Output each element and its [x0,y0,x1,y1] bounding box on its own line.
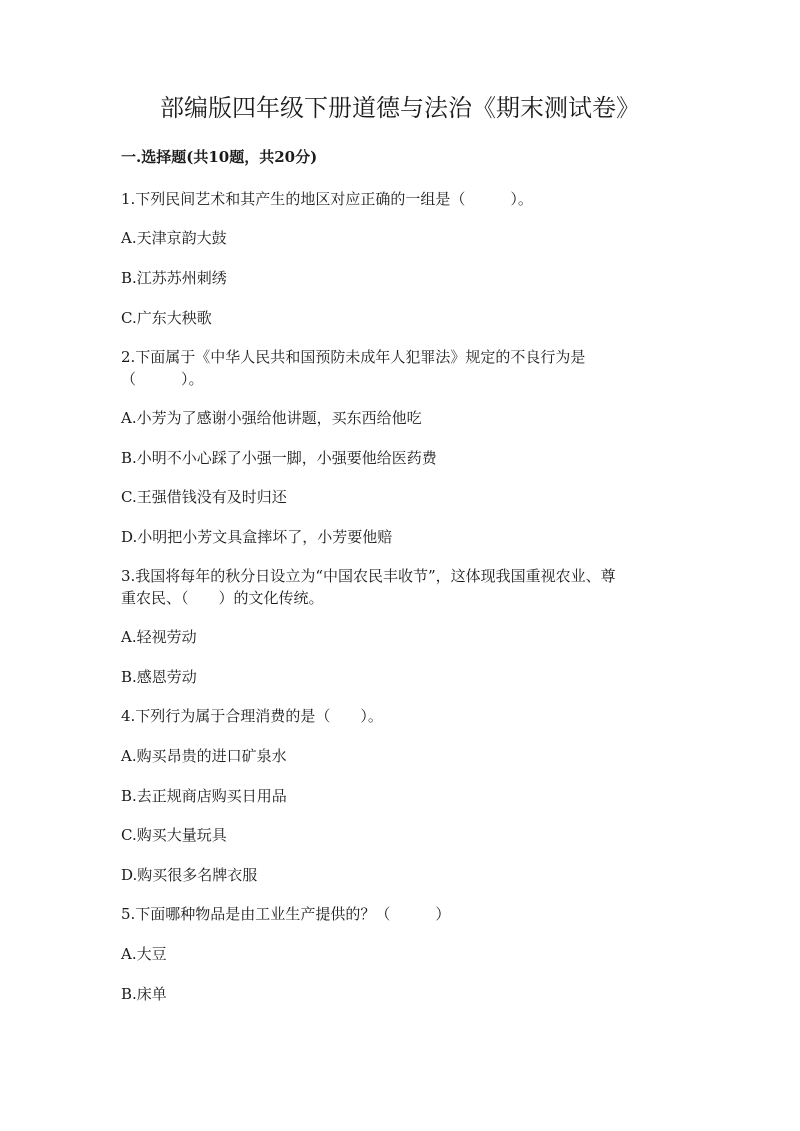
question-1-stem: 1.下列民间艺术和其产生的地区对应正确的一组是（ ）。 [121,190,533,208]
question-1-option-b: B.江苏苏州刺绣 [121,269,227,287]
exam-title: 部编版四年级下册道德与法治《期末测试卷》 [160,94,640,122]
question-2-option-d: D.小明把小芳文具盒摔坏了，小芳要他赔 [121,528,393,546]
question-5-option-a: A.大豆 [121,945,167,963]
question-2-option-a: A.小芳为了感谢小强给他讲题，买东西给他吃 [121,409,422,427]
question-2-option-c: C.王强借钱没有及时归还 [121,488,287,506]
question-1-option-c: C.广东大秧歌 [121,309,212,327]
question-5-stem: 5.下面哪种物品是由工业生产提供的？（ ） [121,905,451,923]
question-3-stem-line-2: 重农民、（ ）的文化传统。 [121,589,324,607]
question-4-stem: 4.下列行为属于合理消费的是（ ）。 [121,707,383,725]
question-2-option-b: B.小明不小心踩了小强一脚，小强要他给医药费 [121,449,437,467]
question-3-stem-line-1: 3.我国将每年的秋分日设立为“中国农民丰收节”，这体现我国重视农业、尊 [121,567,616,585]
question-2-stem-line-1: 2.下面属于《中华人民共和国预防未成年人犯罪法》规定的不良行为是 [121,348,586,366]
question-5-option-b: B.床单 [121,985,167,1003]
section-heading: 一.选择题(共10题，共20分) [121,148,318,166]
question-1-option-a: A.天津京韵大鼓 [121,229,227,247]
question-4-option-c: C.购买大量玩具 [121,826,227,844]
question-4-option-d: D.购买很多名牌衣服 [121,866,258,884]
question-2-stem-line-2: （ ）。 [121,370,204,388]
question-3-option-b: B.感恩劳动 [121,668,197,686]
question-4-option-a: A.购买昂贵的进口矿泉水 [121,747,287,765]
question-4-option-b: B.去正规商店购买日用品 [121,787,287,805]
question-3-option-a: A.轻视劳动 [121,628,197,646]
